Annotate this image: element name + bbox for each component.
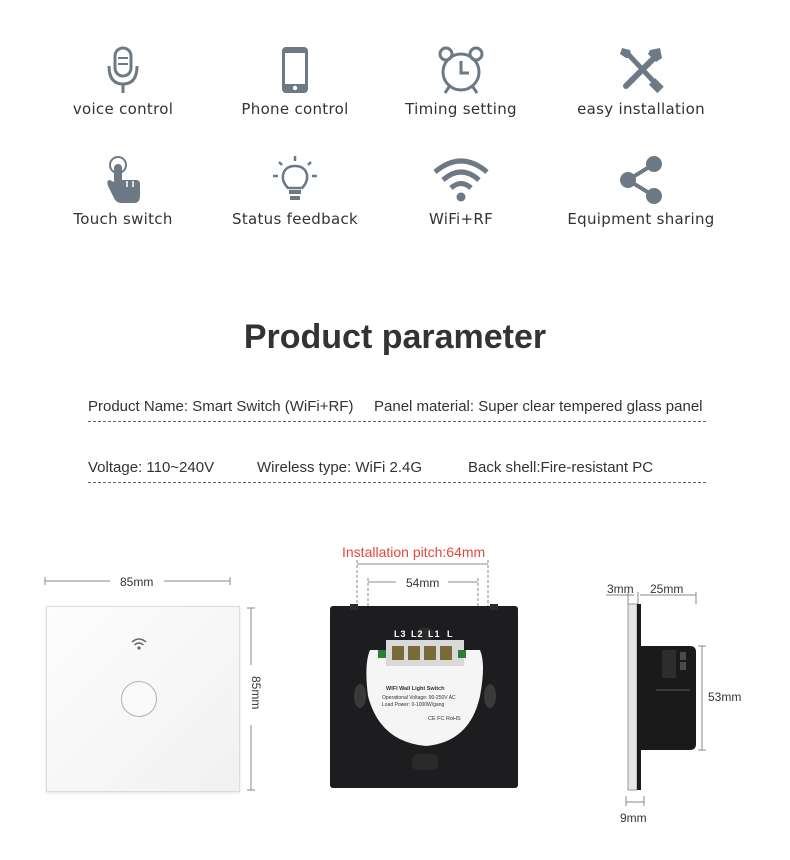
feature-easy-installation	[556, 44, 726, 118]
feature-phone-control	[210, 44, 380, 118]
feature-equipment-sharing	[556, 154, 726, 228]
lightbulb-icon	[270, 154, 320, 206]
panel-wifi-icon	[131, 637, 147, 651]
feature-label: Timing setting	[405, 100, 517, 118]
wireless-type: Wireless type: WiFi 2.4G	[257, 459, 423, 476]
feature-status-feedback	[210, 154, 380, 228]
tools-icon	[616, 44, 666, 96]
back-shell: Back shell:Fire-resistant PC	[468, 459, 654, 476]
touch-hand-icon	[98, 154, 148, 206]
bottom-depth-label: 9mm	[620, 811, 647, 825]
feature-grid	[0, 0, 790, 260]
panel-material: Panel material: Super clear tempered glass panel	[374, 398, 703, 415]
voltage: Voltage: 110~240V	[88, 459, 215, 476]
depth-label: 25mm	[650, 582, 684, 596]
terminal-l2: L2	[411, 629, 424, 639]
label-power: Load Power: 0-1000W/gang	[382, 702, 445, 708]
feature-label: Status feedback	[232, 210, 358, 228]
feature-label: WiFi+RF	[428, 210, 494, 228]
feature-label: Touch switch	[73, 210, 173, 228]
inner-pitch-label: 54mm	[406, 576, 440, 590]
wifi-icon	[431, 154, 491, 206]
alarm-clock-icon	[436, 44, 486, 96]
feature-label: voice control	[72, 100, 174, 118]
terminal-l1: L1	[428, 629, 441, 639]
microphone-icon	[98, 44, 148, 96]
touch-button[interactable]	[121, 681, 157, 717]
back-shell-image	[330, 604, 520, 790]
terminal-l: L	[447, 629, 454, 639]
feature-label: Equipment sharing	[567, 210, 715, 228]
installation-pitch-label: Installation pitch:64mm	[342, 544, 486, 560]
feature-voice-control	[38, 44, 208, 118]
share-icon	[616, 154, 666, 206]
label-cert: CE FC RoHS	[428, 716, 461, 722]
front-height-label: 85mm	[249, 676, 263, 710]
feature-label: Phone control	[241, 100, 349, 118]
height-label: 53mm	[708, 690, 742, 704]
divider	[88, 482, 706, 483]
switch-panel	[46, 606, 240, 792]
phone-icon	[270, 44, 320, 96]
feature-wifi-rf	[376, 154, 546, 228]
divider	[88, 421, 706, 422]
product-name: Product Name: Smart Switch (WiFi+RF)	[88, 398, 354, 415]
feature-label: easy installation	[577, 100, 705, 118]
front-width-label: 85mm	[120, 575, 154, 589]
feature-touch-switch	[38, 154, 208, 228]
feature-timing-setting	[376, 44, 546, 118]
terminal-l3: L3	[394, 629, 407, 639]
side-profile-image	[600, 590, 710, 810]
label-voltage: Operational Voltage: 90-250V AC	[382, 695, 456, 701]
section-title: Product parameter	[243, 318, 547, 356]
glass-thickness-label: 3mm	[607, 582, 634, 596]
label-title: WIFI Wall Light Switch	[386, 686, 445, 692]
